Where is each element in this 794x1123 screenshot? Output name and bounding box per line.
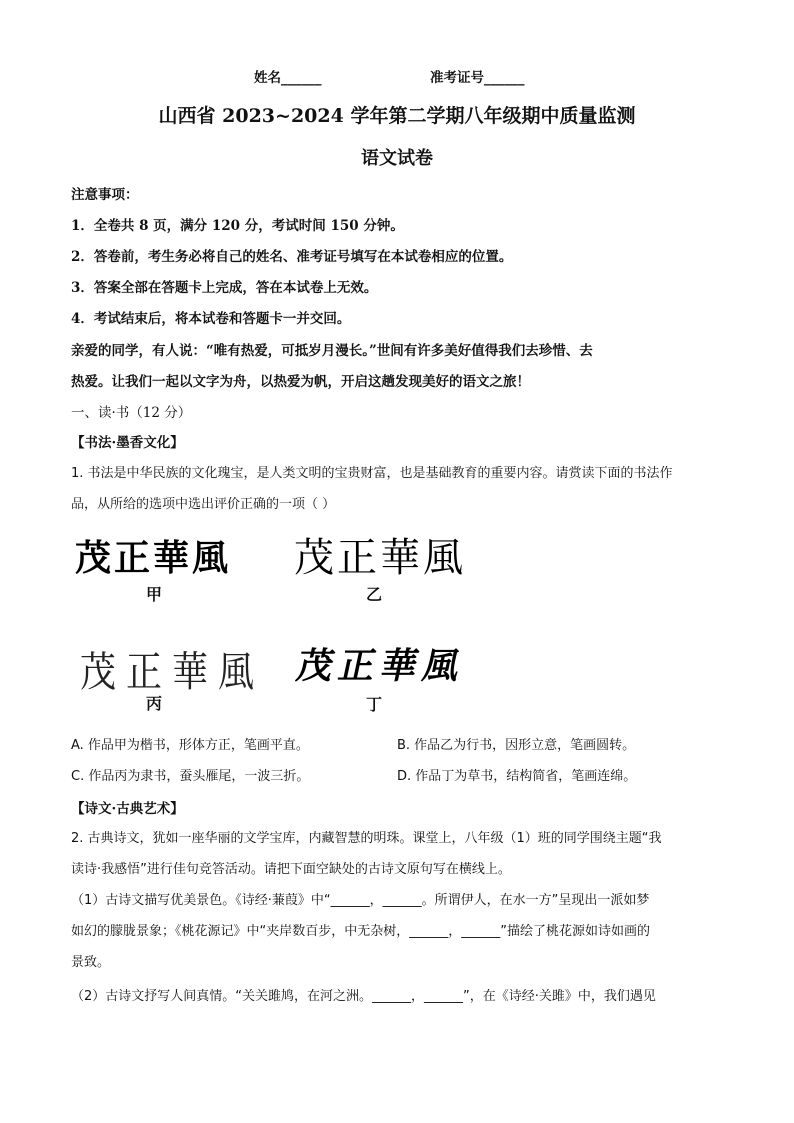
option-c[interactable]: C. 作品丙为隶书，蚕头雁尾，一波三折。 <box>71 769 310 784</box>
name-field-label: 姓名______ <box>254 70 322 86</box>
intro-line: 亲爱的同学，有人说：“唯有热爱，可抵岁月漫长。”世间有许多美好值得我们去珍惜、去 <box>71 343 593 359</box>
notice-item: 1．全卷共 8 页，满分 120 分，考试时间 150 分钟。 <box>71 218 404 234</box>
calligraphy-label-jia: 甲 <box>146 585 163 604</box>
question-2-1-text: 如幻的朦胧景象；《桃花源记》中“夹岸数百步，中无杂树，______，______”描绘了桃花源如诗如画的 <box>71 924 650 939</box>
question-1-text: 品，从所给的选项中选出评价正确的一项（ ） <box>71 497 336 512</box>
calligraphy-label-yi: 乙 <box>366 585 383 604</box>
notice-item: 3．答案全部在答题卡上完成，答在本试卷上无效。 <box>71 280 378 296</box>
question-2-text: 2. 古典诗文，犹如一座华丽的文学宝库，内藏智慧的明珠。课堂上，八年级（1）班的同学围绕主题“我 <box>71 831 662 846</box>
calligraphy-label-bing: 丙 <box>146 694 163 713</box>
intro-line: 热爱。让我们一起以文字为舟，以热爱为帆，开启这趟发现美好的语文之旅！ <box>71 374 530 390</box>
notice-item: 4．考试结束后，将本试卷和答题卡一并交回。 <box>71 311 351 327</box>
calligraphy-work-bing: 茂正華風 <box>80 649 265 697</box>
question-2-1-text: 景致。 <box>71 955 111 970</box>
page-title: 山西省 2023~2024 学年第二学期八年级期中质量监测 <box>158 105 636 127</box>
question-2-1-text: （1）古诗文描写优美景色。《诗经·蒹葭》中“______，______。所谓伊人，在水一方”呈现出一派如梦 <box>71 893 650 908</box>
page-subtitle: 语文试卷 <box>361 148 433 169</box>
question-2-text: 读诗·我感悟”进行佳句竞答活动。请把下面空缺处的古诗文原句写在横线上。 <box>71 862 511 877</box>
notice-heading: 注意事项： <box>71 187 139 203</box>
question-2-2-text: （2）古诗文抒写人间真情。“关关雎鸠，在河之洲。______，______”，在《诗经·关雎》中，我们遇见 <box>71 989 656 1004</box>
option-b[interactable]: B. 作品乙为行书，因形立意，笔画圆转。 <box>397 738 636 753</box>
exam-id-field-label: 准考证号______ <box>430 70 525 86</box>
calligraphy-label-ding: 丁 <box>366 695 383 714</box>
subsection-title: 【诗文·古典艺术】 <box>71 801 184 817</box>
notice-item: 2．答卷前，考生务必将自己的姓名、准考证号填写在本试卷相应的位置。 <box>71 249 513 265</box>
subsection-title: 【书法·墨香文化】 <box>71 435 184 451</box>
calligraphy-work-ding: 茂正華風 <box>293 645 470 687</box>
calligraphy-work-yi: 茂正華風 <box>294 535 466 581</box>
question-1-text: 1. 书法是中华民族的文化瑰宝，是人类文明的宝贵财富，也是基础教育的重要内容。请赏读下面的书法作 <box>71 466 673 481</box>
option-a[interactable]: A. 作品甲为楷书，形体方正，笔画平直。 <box>71 738 309 753</box>
calligraphy-work-jia: 茂正華風 <box>75 537 232 579</box>
option-d[interactable]: D. 作品丁为草书，结构简省，笔画连绵。 <box>397 769 637 784</box>
section-title: 一、读·书（12 分） <box>71 405 192 421</box>
